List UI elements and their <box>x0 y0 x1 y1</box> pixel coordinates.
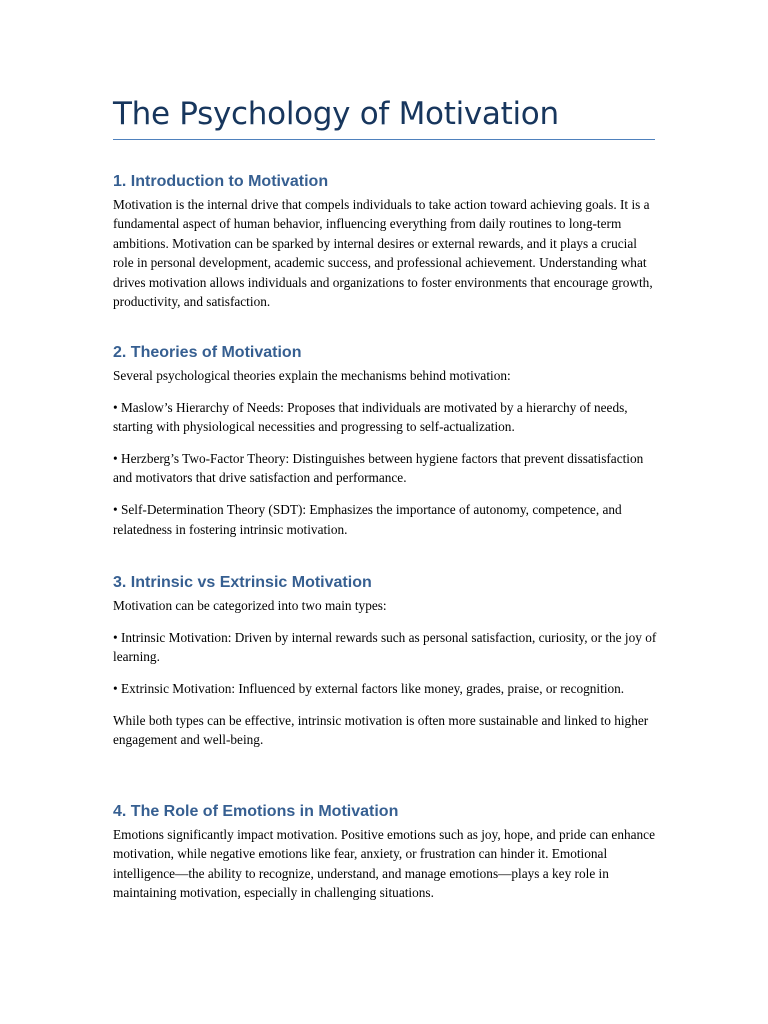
section-paragraph: Motivation can be categorized into two main types: <box>113 598 387 613</box>
section-paragraph: Several psychological theories explain the mechanisms behind motivation: <box>113 368 511 383</box>
section-heading: 2. Theories of Motivation <box>113 344 302 361</box>
section-heading: 3. Intrinsic vs Extrinsic Motivation <box>113 574 372 591</box>
bullet-item: • Maslow’s Hierarchy of Needs: Proposes that individuals are motivated by a hierarchy of needs, starting with physiological necessities and progressing to self-actualization. <box>113 399 628 435</box>
section-paragraph: While both types can be effective, intrinsic motivation is often more sustainable and linked to higher engagement and well-being. <box>113 712 649 748</box>
section-introduction <box>113 171 657 311</box>
title-divider <box>113 139 655 140</box>
document-title: The Psychology of Motivation <box>113 96 559 132</box>
bullet-item: • Intrinsic Motivation: Driven by internal rewards such as personal satisfaction, curiosity, or the joy of learning. <box>113 629 657 665</box>
section-paragraph: Motivation is the internal drive that compels individuals to take action toward achieving goals. It is a fundamental aspect of human behavior, influencing everything from daily routines to long-term ambitions. Motivation can be sparked by internal desires or external rewards, and it plays a crucial role in personal development, academic success, and professional achievement. Understanding what drives motivation allows individuals and organizations to foster environments that encourage growth, productivity, and satisfaction. <box>113 197 653 310</box>
section-emotions <box>113 801 657 903</box>
section-heading: 4. The Role of Emotions in Motivation <box>113 803 399 820</box>
section-paragraph: Emotions significantly impact motivation. Positive emotions such as joy, hope, and pride can enhance motivation, while negative emotions like fear, anxiety, or frustration can hinder it. Emotional intelligence—the ability to recognize, understand, and manage emotions—plays a key role in maintaining motivation, especially in challenging situations. <box>113 827 655 901</box>
section-theories <box>113 342 657 539</box>
section-heading: 1. Introduction to Motivation <box>113 173 329 190</box>
bullet-item: • Herzberg’s Two-Factor Theory: Distinguishes between hygiene factors that prevent dissatisfaction and motivators that drive satisfaction and performance. <box>113 451 644 486</box>
bullet-item: • Extrinsic Motivation: Influenced by external factors like money, grades, praise, or recognition. <box>113 681 625 696</box>
bullet-item: • Self-Determination Theory (SDT): Emphasizes the importance of autonomy, competence, and relatedness in fostering intrinsic motivation. <box>113 502 622 537</box>
section-intrinsic-vs-extrinsic <box>113 572 657 750</box>
